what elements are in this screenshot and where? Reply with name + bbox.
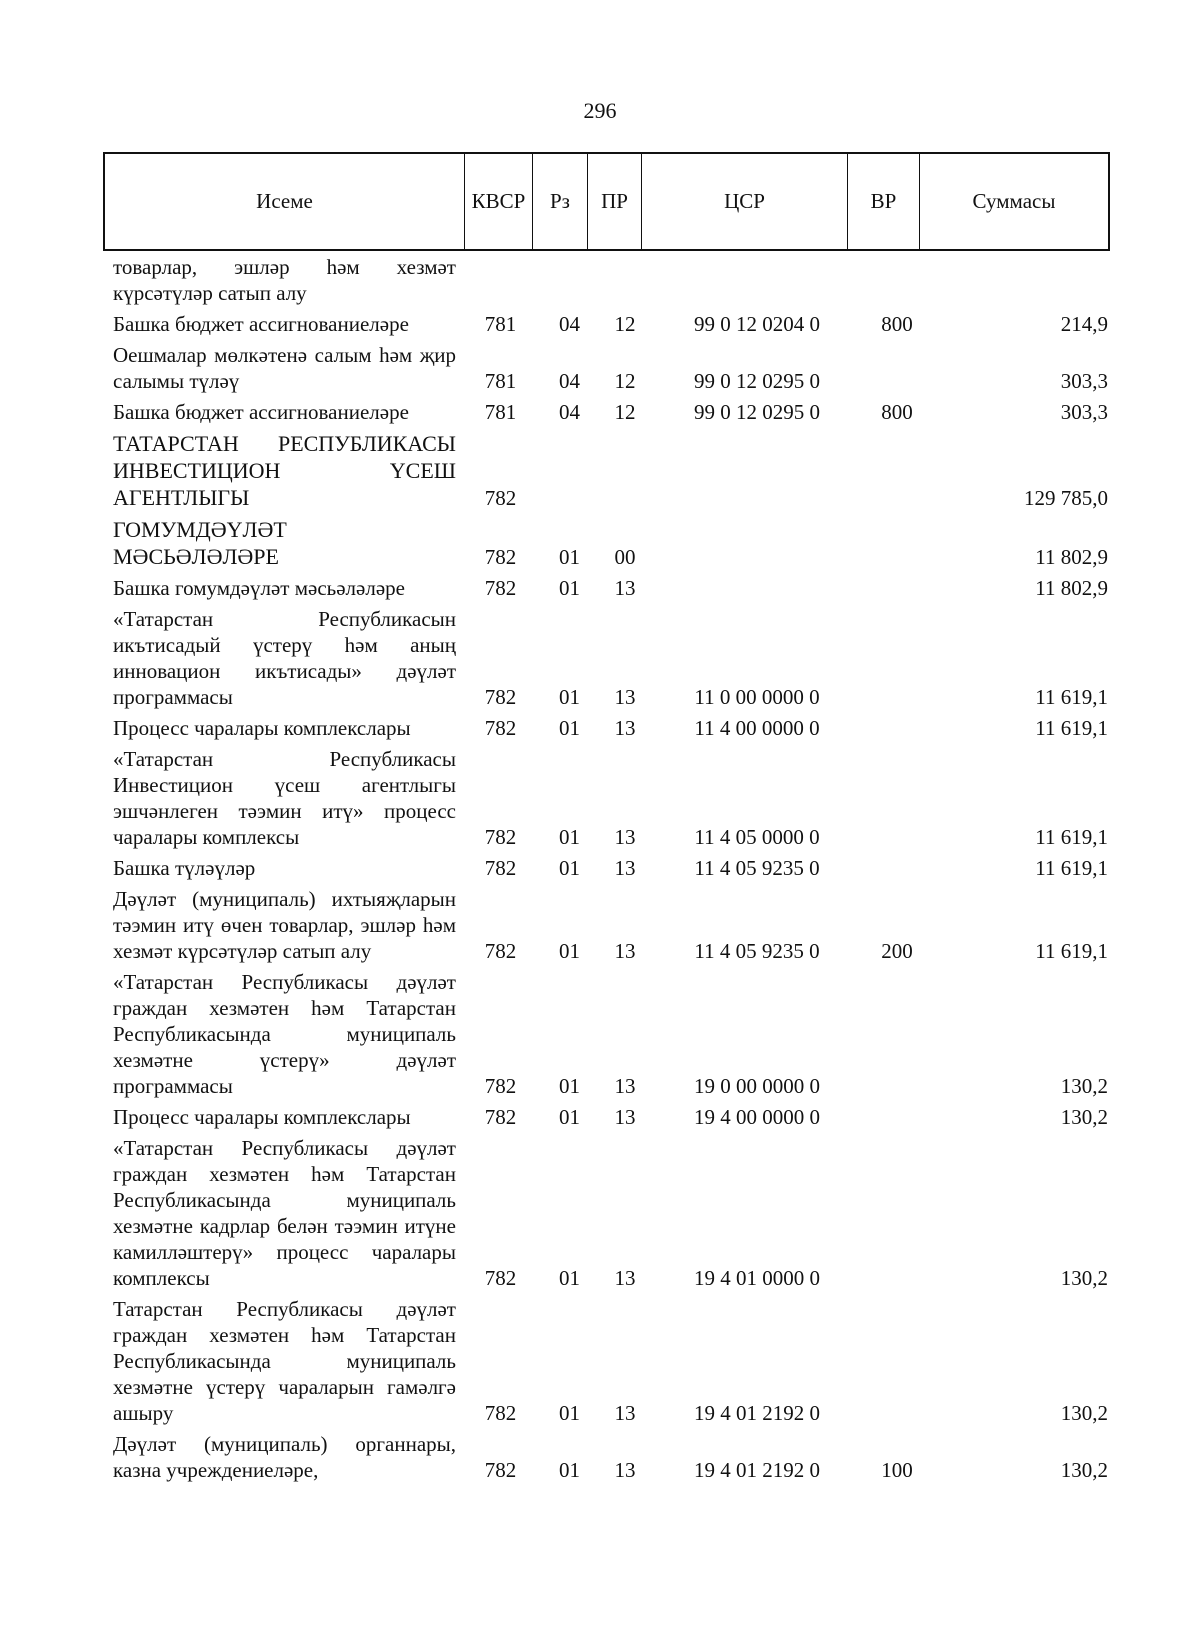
header-sum: Суммасы (972, 189, 1056, 213)
cell-name: Башка бюджет ассигнованиеләре (113, 400, 409, 424)
cell-sum: 11 802,9 (1035, 576, 1108, 600)
cell-pr: 13 (614, 825, 636, 849)
cell-name: Процесс чаралары комплекслары (113, 716, 411, 740)
cell-pr: 13 (614, 716, 636, 740)
cell-kvsr: 782 (484, 545, 517, 569)
cell-name: ТАТАРСТАН РЕСПУБЛИКАСЫ ИНВЕСТИЦИОН ҮСЕШ АГЕНТЛЫГЫ (113, 431, 456, 510)
cell-pr: 13 (614, 1074, 636, 1098)
cell-csr: 19 4 01 0000 0 (694, 1266, 820, 1290)
table-row (113, 516, 1110, 570)
cell-kvsr: 782 (484, 716, 517, 740)
cell-kvsr: 782 (484, 825, 517, 849)
cell-kvsr: 782 (484, 1074, 517, 1098)
cell-pr: 13 (614, 1266, 636, 1290)
cell-csr: 11 0 00 0000 0 (694, 685, 820, 709)
cell-csr: 99 0 12 0295 0 (694, 369, 820, 393)
cell-name: «Татарстан Республикасы дәүләт граждан хезмәтен һәм Татарстан Республикасында муниципаль хезмәтне үстерү» дәүләт программасы (113, 970, 456, 1098)
cell-pr: 13 (614, 1401, 636, 1425)
cell-kvsr: 782 (484, 939, 517, 963)
header-vr: ВР (848, 154, 920, 249)
cell-pr: 13 (614, 856, 636, 880)
cell-kvsr: 781 (484, 312, 517, 336)
cell-pr: 12 (614, 400, 636, 424)
cell-csr: 11 4 05 9235 0 (694, 856, 820, 880)
cell-pr: 13 (614, 685, 636, 709)
table-row (113, 1135, 1110, 1291)
cell-csr: 99 0 12 0204 0 (694, 312, 820, 336)
cell-rz: 04 (559, 369, 580, 393)
cell-rz: 01 (559, 1105, 580, 1129)
table-header (103, 152, 1110, 251)
cell-rz: 01 (559, 685, 580, 709)
cell-csr: 11 4 05 0000 0 (694, 825, 820, 849)
header-name: Исеме (105, 154, 465, 249)
cell-rz: 04 (559, 312, 580, 336)
cell-csr: 19 4 00 0000 0 (694, 1105, 820, 1129)
cell-rz: 01 (559, 939, 580, 963)
cell-kvsr: 782 (484, 1105, 517, 1129)
cell-sum: 11 619,1 (1035, 856, 1108, 880)
cell-kvsr: 782 (484, 1266, 517, 1290)
cell-kvsr: 782 (484, 685, 517, 709)
cell-sum: 130,2 (1060, 1401, 1108, 1425)
cell-csr: 19 0 00 0000 0 (694, 1074, 820, 1098)
cell-rz: 01 (559, 1458, 580, 1482)
cell-sum: 11 619,1 (1035, 825, 1108, 849)
cell-rz: 01 (559, 576, 580, 600)
cell-name: Башка бюджет ассигнованиеләре (113, 312, 409, 336)
cell-name: Дәүләт (муниципаль) органнары, казна учреждениеләре, (113, 1432, 456, 1482)
cell-kvsr: 781 (484, 400, 517, 424)
table-row (113, 342, 1110, 394)
table-row (113, 855, 1110, 881)
cell-pr: 13 (614, 1458, 636, 1482)
cell-rz: 04 (559, 400, 580, 424)
cell-kvsr: 782 (484, 576, 517, 600)
table-row (113, 969, 1110, 1099)
cell-sum: 130,2 (1060, 1266, 1108, 1290)
cell-pr: 13 (614, 1105, 636, 1129)
page-number: 296 (583, 98, 617, 123)
cell-name: Татарстан Республикасы дәүләт граждан хезмәтен һәм Татарстан Республикасында муниципаль хезмәтне үстерү чараларын гамәлгә ашыру (113, 1297, 456, 1425)
cell-sum: 130,2 (1060, 1074, 1108, 1098)
cell-vr: 800 (881, 312, 913, 336)
cell-rz: 01 (559, 825, 580, 849)
cell-csr: 99 0 12 0295 0 (694, 400, 820, 424)
cell-rz: 01 (559, 716, 580, 740)
table-row (113, 311, 1110, 337)
cell-sum: 303,3 (1060, 400, 1108, 424)
table-row (113, 1104, 1110, 1130)
cell-sum: 214,9 (1060, 312, 1108, 336)
cell-rz: 01 (559, 1401, 580, 1425)
cell-name: «Татарстан Республикасы Инвестицион үсеш агентлыгы эшчәнлеген тәэмин итү» процесс чаралары комплексы (113, 747, 456, 849)
cell-name: Башка түләүләр (113, 856, 256, 880)
cell-csr: 19 4 01 2192 0 (694, 1458, 820, 1482)
cell-name: Процесс чаралары комплекслары (113, 1105, 411, 1129)
header-csr: ЦСР (642, 154, 848, 249)
cell-csr: 11 4 00 0000 0 (694, 716, 820, 740)
cell-name: «Татарстан Республикасын икътисадый үстерү һәм аның инновацион икътисады» дәүләт программасы (113, 607, 456, 709)
cell-pr: 13 (614, 939, 636, 963)
cell-sum: 11 619,1 (1035, 716, 1108, 740)
table-row (113, 575, 1110, 601)
cell-rz: 01 (559, 856, 580, 880)
cell-pr: 00 (614, 545, 636, 569)
cell-name: Дәүләт (муниципаль) ихтыяҗларын тәэмин итү өчен товарлар, эшләр һәм хезмәт күрсәтүләр сатып алу (113, 887, 456, 963)
cell-rz: 01 (559, 545, 580, 569)
cell-sum: 11 619,1 (1035, 685, 1108, 709)
header-kvsr: КВСР (465, 154, 533, 249)
cell-sum: 130,2 (1060, 1105, 1108, 1129)
cell-kvsr: 781 (484, 369, 517, 393)
cell-sum: 130,2 (1060, 1458, 1108, 1482)
cell-vr: 200 (881, 939, 913, 963)
cell-sum: 303,3 (1060, 369, 1108, 393)
table-row (113, 886, 1110, 964)
cell-vr: 100 (881, 1458, 913, 1482)
cell-rz: 01 (559, 1266, 580, 1290)
cell-sum: 11 802,9 (1035, 545, 1108, 569)
cell-kvsr: 782 (484, 486, 517, 510)
cell-kvsr: 782 (484, 1458, 517, 1482)
table-row (113, 746, 1110, 850)
cell-rz: 01 (559, 1074, 580, 1098)
cell-name: Оешмалар мөлкәтенә салым һәм җир салымы түләү (113, 343, 456, 393)
cell-name: Башка гомумдәүләт мәсьәләләре (113, 576, 405, 600)
table-body (113, 254, 1110, 1488)
cell-pr: 12 (614, 312, 636, 336)
table-row (113, 606, 1110, 710)
table-row (113, 1296, 1110, 1426)
table-row (113, 254, 1110, 306)
cell-csr: 19 4 01 2192 0 (694, 1401, 820, 1425)
header-rz: Рз (533, 154, 588, 249)
table-row (113, 715, 1110, 741)
cell-name: ГОМУМДӘҮЛӘТ МӘСЬӘЛӘЛӘРЕ (113, 517, 287, 569)
cell-pr: 13 (614, 576, 636, 600)
table-row (113, 1431, 1110, 1483)
cell-vr: 800 (881, 400, 913, 424)
header-pr: ПР (588, 154, 642, 249)
table-row (113, 399, 1110, 425)
cell-sum: 129 785,0 (1024, 486, 1108, 510)
cell-csr: 11 4 05 9235 0 (694, 939, 820, 963)
cell-name: товарлар, эшләр һәм хезмәт күрсәтүләр сатып алу (113, 255, 456, 305)
cell-sum: 11 619,1 (1035, 939, 1108, 963)
cell-name: «Татарстан Республикасы дәүләт граждан хезмәтен һәм Татарстан Республикасында муниципаль хезмәтне кадрлар белән тәэмин итүне камилләштерү» процесс чаралары комплексы (113, 1136, 456, 1290)
table-row (113, 430, 1110, 511)
cell-kvsr: 782 (484, 856, 517, 880)
cell-kvsr: 782 (484, 1401, 517, 1425)
cell-pr: 12 (614, 369, 636, 393)
